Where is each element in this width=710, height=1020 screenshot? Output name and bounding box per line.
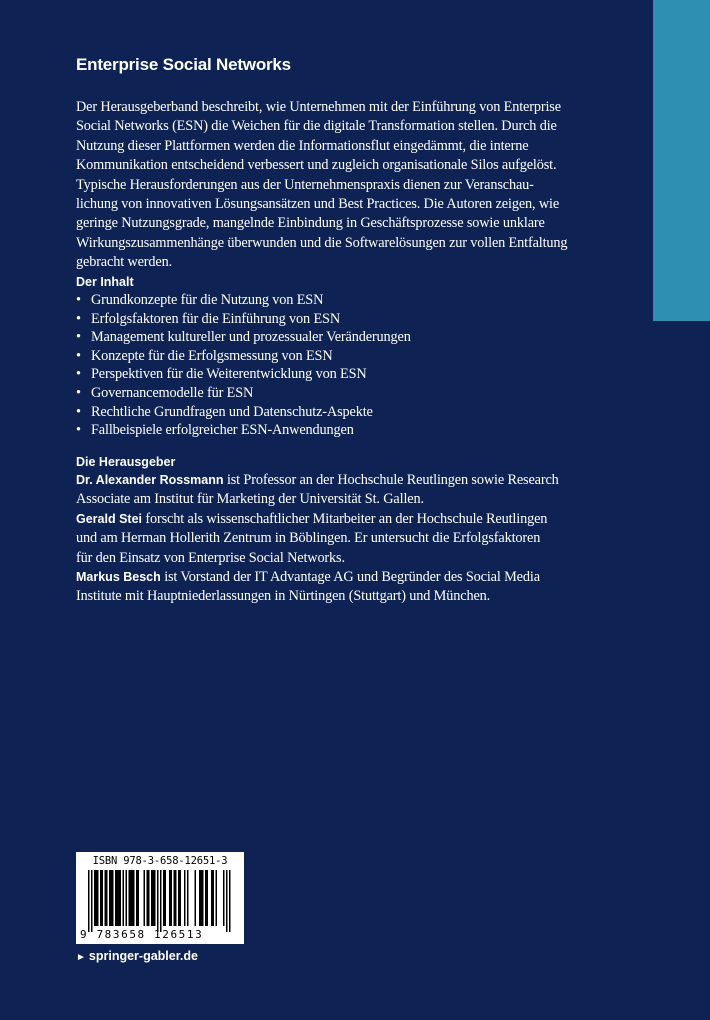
barcode-bar [106, 870, 108, 926]
barcode-bar [199, 870, 201, 926]
bullet: • [76, 366, 81, 383]
barcode-bar [211, 870, 213, 926]
list-item [76, 328, 411, 347]
barcode-bar [129, 870, 131, 926]
barcode-bar [147, 870, 149, 926]
editor-bio-text: forscht als wissenschaftlicher Mitarbeiter an der Hochschule Reutlingen [142, 510, 548, 527]
barcode-bar [153, 870, 155, 926]
description-line: Nutzung dieser Plattformen werden die Informationsflut eingedämmt, die interne [76, 137, 529, 154]
editor-bio-line [76, 568, 596, 587]
barcode-bar [96, 870, 98, 926]
barcode-bar [184, 870, 186, 926]
editor-bio-text: ist Vorstand der IT Advantage AG und Begründer des Social Media [160, 569, 540, 586]
description [76, 98, 596, 273]
publisher-label: springer-gabler.de [88, 949, 198, 963]
barcode-bar [201, 870, 203, 926]
description-line: gebracht werden. [76, 254, 173, 271]
description-line: Wirkungszusammenhänge überwunden und die Softwarelösungen zur vollen Entfaltung [76, 234, 568, 251]
isbn-text: ISBN 978-3-658-12651-3 [92, 855, 228, 867]
barcode-bar [174, 870, 176, 926]
barcode-bar [160, 870, 162, 932]
barcode-bar [165, 870, 167, 926]
list-item [76, 403, 411, 422]
description-line: Kommunikation entscheidend verbessert und zugleich organisationale Silos aufgelöst. [76, 157, 557, 174]
barcode-bar [105, 870, 107, 926]
bullet: • [76, 384, 81, 401]
barcode-bar [154, 870, 156, 926]
list-item-label: Perspektiven für die Weiterentwicklung von ESN [91, 366, 367, 383]
bullet: • [76, 347, 81, 364]
barcode-bar [100, 870, 102, 926]
list-item [76, 421, 411, 440]
list-item-label: Rechtliche Grundfragen und Datenschutz-Aspekte [91, 403, 373, 420]
editor-bio-line [76, 471, 596, 490]
barcode-bar [163, 870, 165, 926]
accent-bar [653, 0, 710, 321]
barcode-bar [178, 870, 180, 926]
barcode-bar [88, 870, 90, 932]
list-item-label: Grundkonzepte für die Nutzung von ESN [91, 292, 324, 308]
editor-name: Dr. Alexander Rossmann [76, 473, 224, 487]
description-line: Der Herausgeberband beschreibt, wie Unternehmen mit der Einführung von Enterprise [76, 99, 561, 115]
barcode-bar [187, 870, 189, 926]
list-item [76, 291, 411, 310]
contents-heading: Der Inhalt [76, 275, 134, 289]
book-title: Enterprise Social Networks [76, 55, 291, 74]
editors-section [76, 471, 596, 607]
barcode-bar [123, 870, 125, 926]
editor-bio-line [76, 510, 596, 529]
description-line: geringe Nutzungsgrade, mangelnde Einbindung in Geschäftsprozesse sowie unklare [76, 215, 545, 232]
barcode-bar [117, 870, 119, 926]
bullet: • [76, 329, 81, 346]
barcode-bar [115, 870, 117, 926]
editor-bio-line: und am Herman Hollerith Zentrum in Böblingen. Er untersucht die Erfolgsfaktoren [76, 530, 541, 547]
barcode-bar [175, 870, 177, 926]
isbn-barcode [76, 852, 244, 944]
list-item-label: Management kultureller und prozessualer Veränderungen [91, 329, 411, 346]
list-item [76, 384, 411, 403]
barcode-bar [109, 870, 111, 926]
editor-name: Markus Besch [76, 570, 161, 585]
description-line: Social Networks (ESN) die Weichen für die digitale Transformation stellen. Durch die [76, 118, 557, 135]
barcode-bar [169, 870, 171, 926]
barcode-bar [226, 870, 228, 932]
barcode-bar [126, 870, 128, 926]
barcode-bar [195, 870, 197, 926]
bullet: • [76, 422, 81, 439]
contents-list [76, 291, 411, 440]
editor-name: Gerald Stei [76, 511, 142, 526]
barcode-bar [97, 870, 99, 926]
barcode-bar [223, 870, 225, 926]
list-item [76, 365, 411, 384]
barcode-bar [111, 870, 113, 926]
editor-bio-text: ist Professor an der Hochschule Reutlingen sowie Research [223, 472, 559, 488]
publisher-link[interactable] [76, 949, 198, 963]
barcode-bar [144, 870, 146, 926]
editor-bio-line: für den Einsatz von Enterprise Social Networks. [76, 549, 345, 566]
description-line: Typische Herausforderungen aus der Unternehmenspraxis dienen zur Veranschau- [76, 176, 534, 193]
barcode-bar [132, 870, 134, 926]
barcode-bar [112, 870, 114, 926]
list-item [76, 347, 411, 366]
list-item-label: Erfolgsfaktoren für die Einführung von ESN [91, 310, 340, 327]
barcode-bar [148, 870, 150, 926]
barcode-bar [180, 870, 182, 926]
barcode-bar [171, 870, 173, 926]
editor-bio-line: Associate am Institut für Marketing der Universität St. Gallen. [76, 491, 424, 508]
list-item-label: Governancemodelle für ESN [91, 384, 254, 401]
barcode-bar [229, 870, 231, 932]
barcode-bar [205, 870, 207, 926]
barcode-bar [91, 870, 93, 932]
list-item-label: Konzepte für die Erfolgsmessung von ESN [91, 347, 333, 364]
ean-text: 9 783658 126513 [80, 928, 204, 941]
list-item [76, 310, 411, 329]
barcode-bar [157, 870, 159, 932]
bullet: • [76, 310, 81, 327]
barcode-bar [94, 870, 96, 926]
description-line: lichung von innovativen Lösungsansätzen und Best Practices. Die Autoren zeigen, wie [76, 196, 560, 213]
barcode-bar [207, 870, 209, 926]
barcode-bar [120, 870, 122, 926]
barcode-bar [202, 870, 204, 926]
barcode-bar [130, 870, 132, 926]
bullet: • [76, 403, 81, 420]
barcode-bar [102, 870, 104, 926]
barcode-bar [151, 870, 153, 926]
list-item-label: Fallbeispiele erfolgreicher ESN-Anwendungen [91, 422, 354, 439]
barcode-bar [138, 870, 140, 926]
barcode-bar [118, 870, 120, 926]
barcode-bar [133, 870, 135, 926]
barcode-bar [216, 870, 218, 926]
editors-heading: Die Herausgeber [76, 455, 176, 469]
barcode-bar [213, 870, 215, 926]
bullet: • [76, 292, 81, 308]
editor-bio-line: Institute mit Hauptniederlassungen in Nürtingen (Stuttgart) und München. [76, 588, 491, 605]
arrow-right-icon: ► [76, 952, 86, 963]
barcode-bar [136, 870, 138, 926]
